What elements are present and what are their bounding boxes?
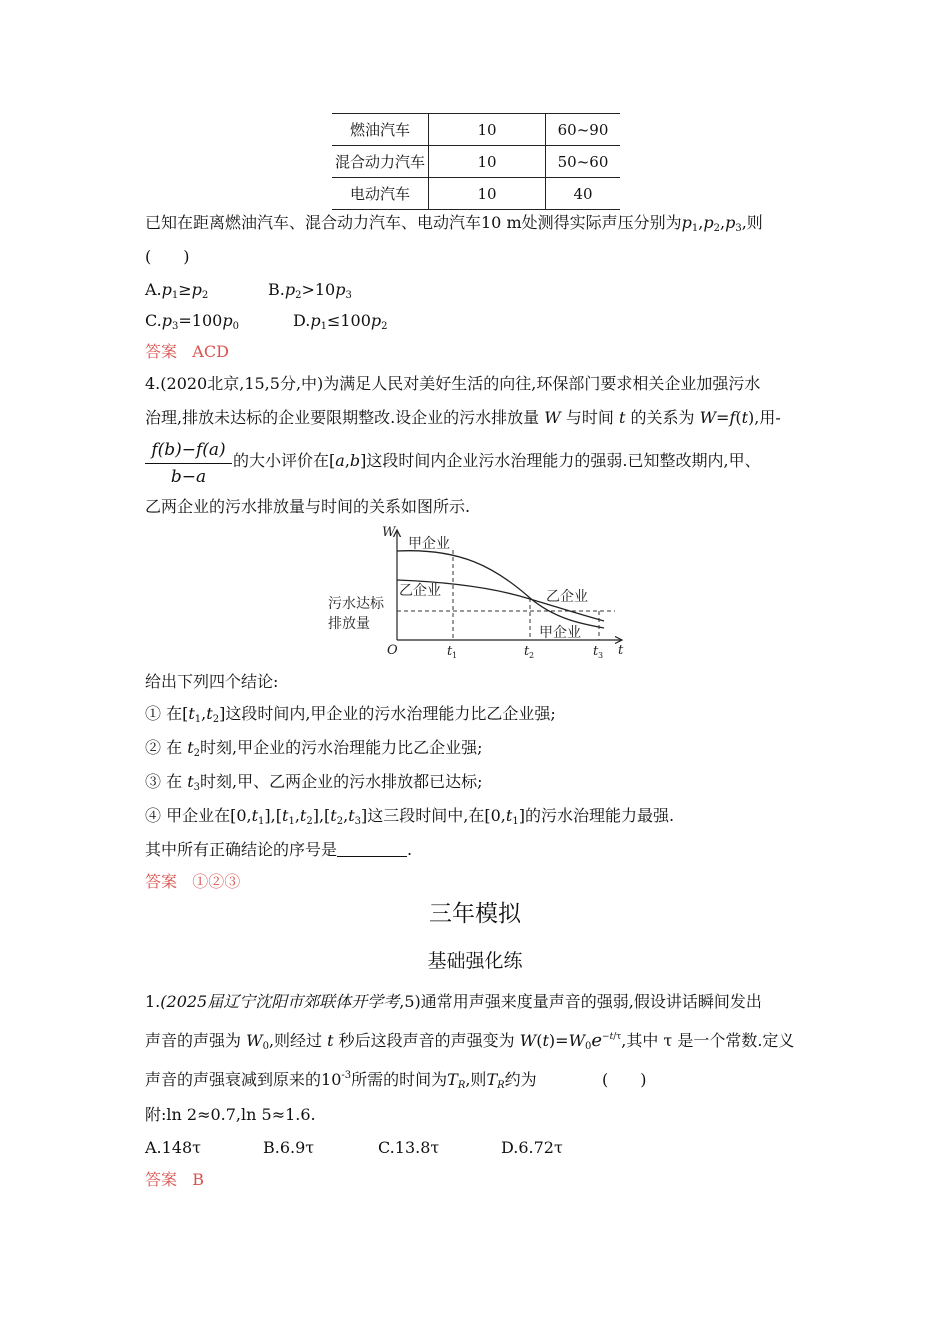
q4-ask: 其中所有正确结论的序号是 . bbox=[145, 840, 413, 859]
svg-text:2: 2 bbox=[529, 651, 535, 660]
standard-label-line2: 排放量 bbox=[328, 616, 370, 632]
q3-option-a: $A.p_1\ge p_2$ bbox=[145, 280, 209, 301]
fraction-bar bbox=[145, 463, 232, 464]
q4-conclusion-1: ① 在$[t_1,t_2]$这段时间内,甲企业的污水治理能力比乙企业强; bbox=[145, 704, 556, 725]
q5-line1: 1.(2025届辽宁沈阳市郊联体开学考,5)通常用声强来度量声音的强弱,假设讲话瞬间发出 bbox=[145, 992, 762, 1011]
table-cell: 10 bbox=[429, 114, 546, 146]
table-row bbox=[332, 146, 620, 178]
tick-t3 bbox=[593, 644, 603, 660]
q4-conclusion-4: ④ 甲企业在$[0,t_1],[t_1,t_2],[t_2,t_3]$这三段时间中,在$[0,t_1]$的污水治理能力最强. bbox=[145, 806, 675, 827]
fraction-denominator: b−a bbox=[170, 467, 207, 487]
q3-option-d: $D.p_1\le 100p_2$ bbox=[293, 311, 388, 332]
q4-line3: 的大小评价在[a,b]这段时间内企业污水治理能力的强弱.已知整改期内,甲、 bbox=[233, 451, 761, 470]
q4-given: 给出下列四个结论: bbox=[145, 672, 279, 691]
q5-hint: 附:ln 2≈0.7,ln 5≈1.6. bbox=[145, 1105, 316, 1124]
table-row bbox=[332, 178, 620, 210]
origin-label: O bbox=[387, 643, 398, 658]
fraction-difference-quotient bbox=[145, 438, 232, 489]
q3-stem: 已知在距离燃油汽车、混合动力汽车、电动汽车10 m处测得实际声压分别为$p_1,p_2,p_3$,则 bbox=[145, 213, 763, 234]
q4-answer: 答案 ①②③ bbox=[145, 872, 241, 891]
y-axis-label: W bbox=[382, 525, 396, 540]
svg-text:t: t bbox=[447, 644, 453, 659]
q3-paren: ( ) bbox=[145, 247, 190, 266]
svg-text:1: 1 bbox=[452, 651, 458, 660]
q5-option-c: C.13.8τ bbox=[378, 1138, 440, 1157]
q4-line2: 治理,排放未达标的企业要限期整改.设企业的污水排放量 W 与时间 t 的关系为 W=f(t),用- bbox=[145, 408, 781, 427]
table-cell: 混合动力汽车 bbox=[332, 146, 429, 178]
table-cell: 50~60 bbox=[546, 146, 621, 178]
series-label-jia: 甲企业 bbox=[408, 536, 450, 552]
table-cell: 60~90 bbox=[546, 114, 621, 146]
sound-pressure-table bbox=[332, 113, 620, 210]
standard-label-line1: 污水达标 bbox=[328, 596, 384, 612]
tick-t1 bbox=[447, 644, 457, 660]
q5-line3: 声音的声强衰减到原来的$10^{-3}$所需的时间为$T_R$,则$T_R$约为 bbox=[145, 1070, 537, 1091]
q5-paren: ( ) bbox=[602, 1070, 647, 1089]
q4-conclusion-2: ② 在 $t_2$时刻,甲企业的污水治理能力比乙企业强; bbox=[145, 738, 483, 759]
q5-option-b: B.6.9τ bbox=[263, 1138, 315, 1157]
svg-text:t: t bbox=[593, 644, 599, 659]
q5-option-d: D.6.72τ bbox=[501, 1138, 563, 1157]
q5-line2: 声音的声强为 $W_0$,则经过 t 秒后这段声音的声强变为 $W(t)=W_0e^{-t/\tau}$,其中 τ 是一个常数.定义 bbox=[145, 1030, 795, 1052]
table-cell: 10 bbox=[429, 178, 546, 210]
table-cell: 10 bbox=[429, 146, 546, 178]
fraction-numerator: f(b)−f(a) bbox=[151, 440, 226, 460]
q3-option-c: $C.p_3=100p_0$ bbox=[145, 311, 239, 332]
table-cell: 电动汽车 bbox=[332, 178, 429, 210]
section-title: 三年模拟 bbox=[429, 901, 521, 927]
x-axis-label: t bbox=[618, 643, 624, 658]
q5-answer: 答案 B bbox=[145, 1170, 205, 1189]
q3-answer: 答案 ACD bbox=[145, 342, 229, 361]
table-row bbox=[332, 114, 620, 146]
q4-conclusion-3: ③ 在 $t_3$时刻,甲、乙两企业的污水排放都已达标; bbox=[145, 772, 483, 793]
q4-line1: 4.(2020北京,15,5分,中)为满足人民对美好生活的向往,环保部门要求相关企业加强污水 bbox=[145, 374, 761, 393]
series-label-yi-right: 乙企业 bbox=[546, 589, 588, 605]
svg-text:3: 3 bbox=[598, 651, 604, 660]
q5-option-a: A.148τ bbox=[145, 1138, 202, 1157]
svg-text:t: t bbox=[524, 644, 530, 659]
table-cell: 40 bbox=[546, 178, 621, 210]
series-label-yi: 乙企业 bbox=[399, 583, 441, 599]
table-cell: 燃油汽车 bbox=[332, 114, 429, 146]
q4-line4: 乙两企业的污水排放量与时间的关系如图所示. bbox=[145, 497, 471, 516]
answer-blank bbox=[337, 840, 407, 857]
q3-option-b: $B.p_2>10p_3$ bbox=[268, 280, 352, 301]
tick-t2 bbox=[524, 644, 534, 660]
pollution-emission-diagram bbox=[320, 522, 630, 664]
section-subtitle: 基础强化练 bbox=[427, 950, 523, 972]
series-label-jia-right: 甲企业 bbox=[539, 625, 581, 641]
